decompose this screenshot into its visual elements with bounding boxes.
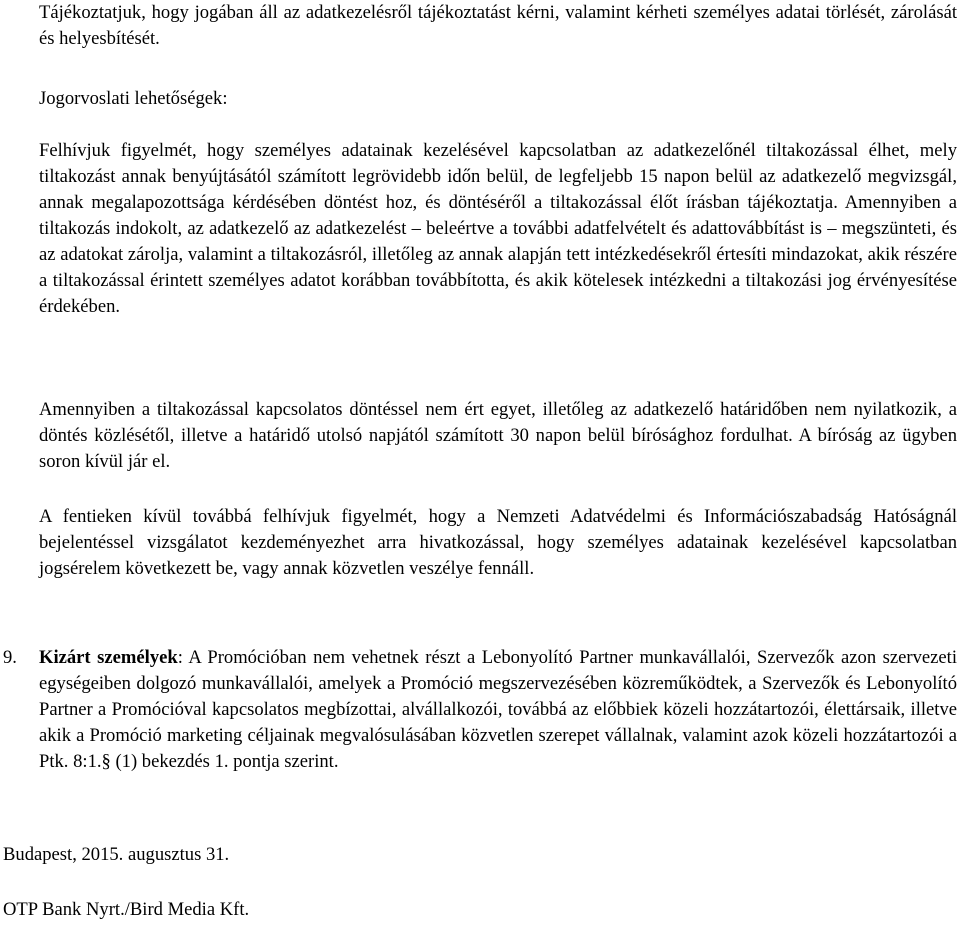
authority-paragraph: A fentieken kívül továbbá felhívjuk figyelmét, hogy a Nemzeti Adatvédelmi és Információszabadság Hatóságnál bejelentéssel vizsgálatot kezdeményezhet arra hivatkozással, hogy személyes adatainak kezelésével kapcsolatban jogsérelem következett be, vagy annak közvetlen veszélye fennáll. bbox=[39, 506, 957, 579]
section-body bbox=[39, 645, 957, 775]
objection-paragraph: Felhívjuk figyelmét, hogy személyes adatainak kezelésével kapcsolatban az adatkezelőnél tiltakozással élhet, mely tiltakozást annak benyújtásától számított legrövidebb időn belül, de legfeljebb 15 napon belül az adatkezelő megvizsgál, annak megalapozottsága kérdésében döntést hoz, és döntéséről a tiltakozással élőt írásban tájékoztatja. Amennyiben a tiltakozás indokolt, az adatkezelő az adatkezelést – beleértve a további adatfelvételt és adattovábbítást is – megszünteti, és az adatokat zárolja, valamint a tiltakozásról, illetőleg az annak alapján tett intézkedésekről értesíti mindazokat, akik részére a tiltakozással érintett személyes adatot korábban továbbította, és akik kötelesek intézkedni a tiltakozási jog érvényesítése érdekében. bbox=[39, 140, 957, 317]
remedies-heading: Jogorvoslati lehetőségek: bbox=[39, 88, 228, 109]
section-title: Kizárt személyek bbox=[39, 647, 178, 668]
court-paragraph: Amennyiben a tiltakozással kapcsolatos döntéssel nem ért egyet, illetőleg az adatkezelő határidőben nem nyilatkozik, a döntés közlésétől, illetve a határidő utolsó napjától számított 30 napon belül bírósághoz fordulhat. A bíróság az ügyben soron kívül jár el. bbox=[39, 399, 957, 472]
section-number: 9. bbox=[3, 647, 17, 668]
section-text: : A Promócióban nem vehetnek részt a Lebonyolító Partner munkavállalói, Szervezők azon szervezeti egységeiben dolgozó munkavállalói, amelyek a Promóció megszervezésében közreműködtek, a Szervezők és Lebonyolító Partner a Promócióval kapcsolatos megbízottai, alvállalkozói, továbbá az előbbiek közeli hozzátartozói, élettársaik, illetve akik a Promóció marketing céljainak megvalósulásában közvetlen szerepet vállalnak, valamint azok közeli hozzátartozói a Ptk. 8:1.§ (1) bekezdés 1. pontja szerint. bbox=[39, 647, 957, 772]
intro-paragraph: Tájékoztatjuk, hogy jogában áll az adatkezelésről tájékoztatást kérni, valamint kérheti személyes adatai törlését, zárolását és helyesbítését. bbox=[39, 2, 957, 49]
place-date: Budapest, 2015. augusztus 31. bbox=[3, 844, 230, 865]
signature: OTP Bank Nyrt./Bird Media Kft. bbox=[3, 899, 250, 920]
